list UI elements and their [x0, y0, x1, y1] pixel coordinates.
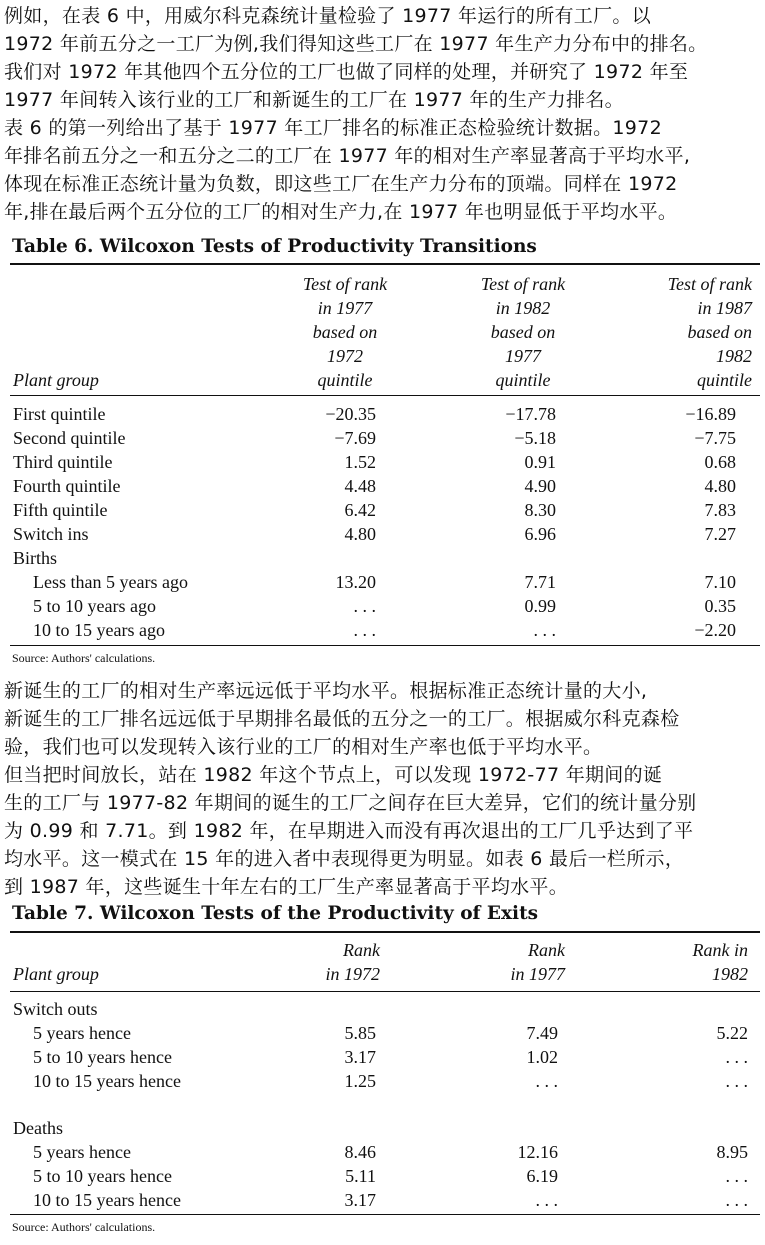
table-header-rule — [10, 991, 760, 992]
row-label: Second quintile — [13, 428, 126, 448]
table-cell: . . . — [725, 1190, 748, 1210]
text-line: 到 1987 年，这些诞生十年左右的工厂生产率显著高于平均水平。 — [4, 876, 569, 898]
table-cell: 0.91 — [524, 452, 556, 472]
text-line: 验，我们也可以发现转入该行业的工厂的相对生产率也低于平均水平。 — [4, 736, 603, 758]
stub-header: Plant group — [13, 964, 99, 984]
table-cell: 7.27 — [704, 524, 736, 544]
table-cell: 5.11 — [345, 1166, 376, 1186]
text-line: 我们对 1972 年其他四个五分位的工厂也做了同样的处理，并研究了 1972 年至 — [4, 61, 689, 83]
table-cell: . . . — [353, 596, 376, 616]
row-label: 5 to 10 years hence — [33, 1047, 172, 1067]
group-label: Switch outs — [13, 999, 98, 1019]
table-cell: 0.99 — [524, 596, 556, 616]
table-cell: . . . — [353, 620, 376, 640]
text-line: 年,排在最后两个五分位的工厂的相对生产力,在 1977 年也明显低于平均水平。 — [4, 201, 678, 223]
row-label: Births — [13, 548, 58, 568]
row-label: Switch ins — [13, 524, 89, 544]
column-header: Test of rank in 1982 based on 1977 quintile — [480, 274, 566, 390]
table-cell: 1.25 — [344, 1071, 376, 1091]
table-cell: −5.18 — [514, 428, 556, 448]
table-cell: . . . — [533, 620, 556, 640]
table-cell: 1.02 — [526, 1047, 558, 1067]
text-line: 1972 年前五分之一工厂为例,我们得知这些工厂在 1977 年生产力分布中的排名。 — [4, 33, 708, 55]
table-cell: 4.80 — [704, 476, 736, 496]
text-line: 生的工厂与 1977-82 年期间的诞生的工厂之间存在巨大差异，它们的统计量分别 — [4, 792, 697, 814]
table-header-rule — [10, 395, 760, 396]
row-label: 5 to 10 years hence — [33, 1166, 172, 1186]
table-cell: −17.78 — [505, 404, 556, 424]
row-label: 10 to 15 years hence — [33, 1071, 181, 1091]
table-cell: 4.90 — [524, 476, 556, 496]
row-label: 10 to 15 years hence — [33, 1190, 181, 1210]
table-cell: 8.95 — [716, 1142, 748, 1162]
table-cell: 7.71 — [524, 572, 556, 592]
table-cell: 7.83 — [704, 500, 736, 520]
text-line: 新诞生的工厂的相对生产率远远低于平均水平。根据标准正态统计量的大小, — [4, 680, 648, 702]
text-line: 年排名前五分之一和五分之二的工厂在 1977 年的相对生产率显著高于平均水平, — [4, 145, 691, 167]
table-cell: 3.17 — [344, 1190, 376, 1210]
column-header: Rank in 1972 — [325, 940, 380, 984]
table-top-rule — [10, 263, 760, 265]
table-title: Table 6. Wilcoxon Tests of Productivity Transitions — [12, 236, 537, 257]
row-label: Fifth quintile — [13, 500, 108, 520]
row-label: 10 to 15 years ago — [33, 620, 165, 640]
table-cell: 6.42 — [344, 500, 376, 520]
row-label: Third quintile — [13, 452, 113, 472]
group-label: Deaths — [13, 1118, 63, 1138]
text-line: 均水平。这一模式在 15 年的进入者中表现得更为明显。如表 6 最后一栏所示， — [4, 848, 685, 870]
table-cell: −7.75 — [694, 428, 736, 448]
row-label: 5 to 10 years ago — [33, 596, 156, 616]
column-header: Test of rank in 1987 based on 1982 quintile — [667, 274, 752, 390]
row-label: First quintile — [13, 404, 106, 424]
stub-header: Plant group — [13, 370, 99, 390]
column-header: Rank in 1982 — [692, 940, 748, 984]
row-label: 5 years hence — [33, 1023, 131, 1043]
table-cell: −7.69 — [334, 428, 376, 448]
table-cell: 13.20 — [335, 572, 376, 592]
table-cell: 1.52 — [344, 452, 376, 472]
text-line: 新诞生的工厂排名远远低于早期排名最低的五分之一的工厂。根据威尔科克森检 — [4, 708, 680, 730]
table-cell: . . . — [535, 1071, 558, 1091]
table-bottom-rule — [10, 645, 760, 646]
table-bottom-rule — [10, 1214, 760, 1215]
table-title: Table 7. Wilcoxon Tests of the Productivity of Exits — [12, 903, 539, 924]
table-cell: 8.30 — [524, 500, 556, 520]
table-top-rule — [10, 931, 760, 933]
table-cell: . . . — [725, 1166, 748, 1186]
table-cell: −16.89 — [685, 404, 736, 424]
table-cell: 0.68 — [704, 452, 736, 472]
table-cell: 8.46 — [344, 1142, 376, 1162]
text-line: 1977 年间转入该行业的工厂和新诞生的工厂在 1977 年的生产力排名。 — [4, 89, 624, 111]
table-source-note: Source: Authors' calculations. — [12, 1220, 156, 1234]
table-cell: 6.96 — [524, 524, 556, 544]
table-cell: 0.35 — [704, 596, 736, 616]
table-cell: 6.19 — [526, 1166, 558, 1186]
table-cell: . . . — [725, 1047, 748, 1067]
text-line: 为 0.99 和 7.71。到 1982 年，在早期进入而没有再次退出的工厂几乎达到了平 — [4, 820, 694, 842]
table-cell: . . . — [535, 1190, 558, 1210]
table-cell: . . . — [725, 1071, 748, 1091]
row-label: Less than 5 years ago — [33, 572, 188, 592]
column-header: Rank in 1977 — [510, 940, 565, 984]
table-cell: 3.17 — [344, 1047, 376, 1067]
table-source-note: Source: Authors' calculations. — [12, 651, 156, 665]
table-cell: 7.10 — [704, 572, 736, 592]
table-cell: −2.20 — [694, 620, 736, 640]
table-cell: 4.48 — [344, 476, 376, 496]
text-line: 例如，在表 6 中，用威尔科克森统计量检验了 1977 年运行的所有工厂。以 — [4, 5, 652, 27]
table-cell: 12.16 — [517, 1142, 558, 1162]
row-label: 5 years hence — [33, 1142, 131, 1162]
text-line: 但当把时间放长，站在 1982 年这个节点上，可以发现 1972-77 年期间的诞 — [4, 764, 663, 786]
table-cell: 5.85 — [344, 1023, 376, 1043]
row-label: Fourth quintile — [13, 476, 121, 496]
table-cell: 7.49 — [526, 1023, 558, 1043]
text-line: 体现在标准正态统计量为负数，即这些工厂在生产力分布的顶端。同样在 1972 — [4, 173, 678, 195]
table-cell: 4.80 — [344, 524, 376, 544]
text-line: 表 6 的第一列给出了基于 1977 年工厂排名的标准正态检验统计数据。1972 — [4, 117, 662, 139]
table-cell: −20.35 — [325, 404, 376, 424]
column-header: Test of rank in 1977 based on 1972 quintile — [302, 274, 388, 390]
table-cell: 5.22 — [716, 1023, 748, 1043]
